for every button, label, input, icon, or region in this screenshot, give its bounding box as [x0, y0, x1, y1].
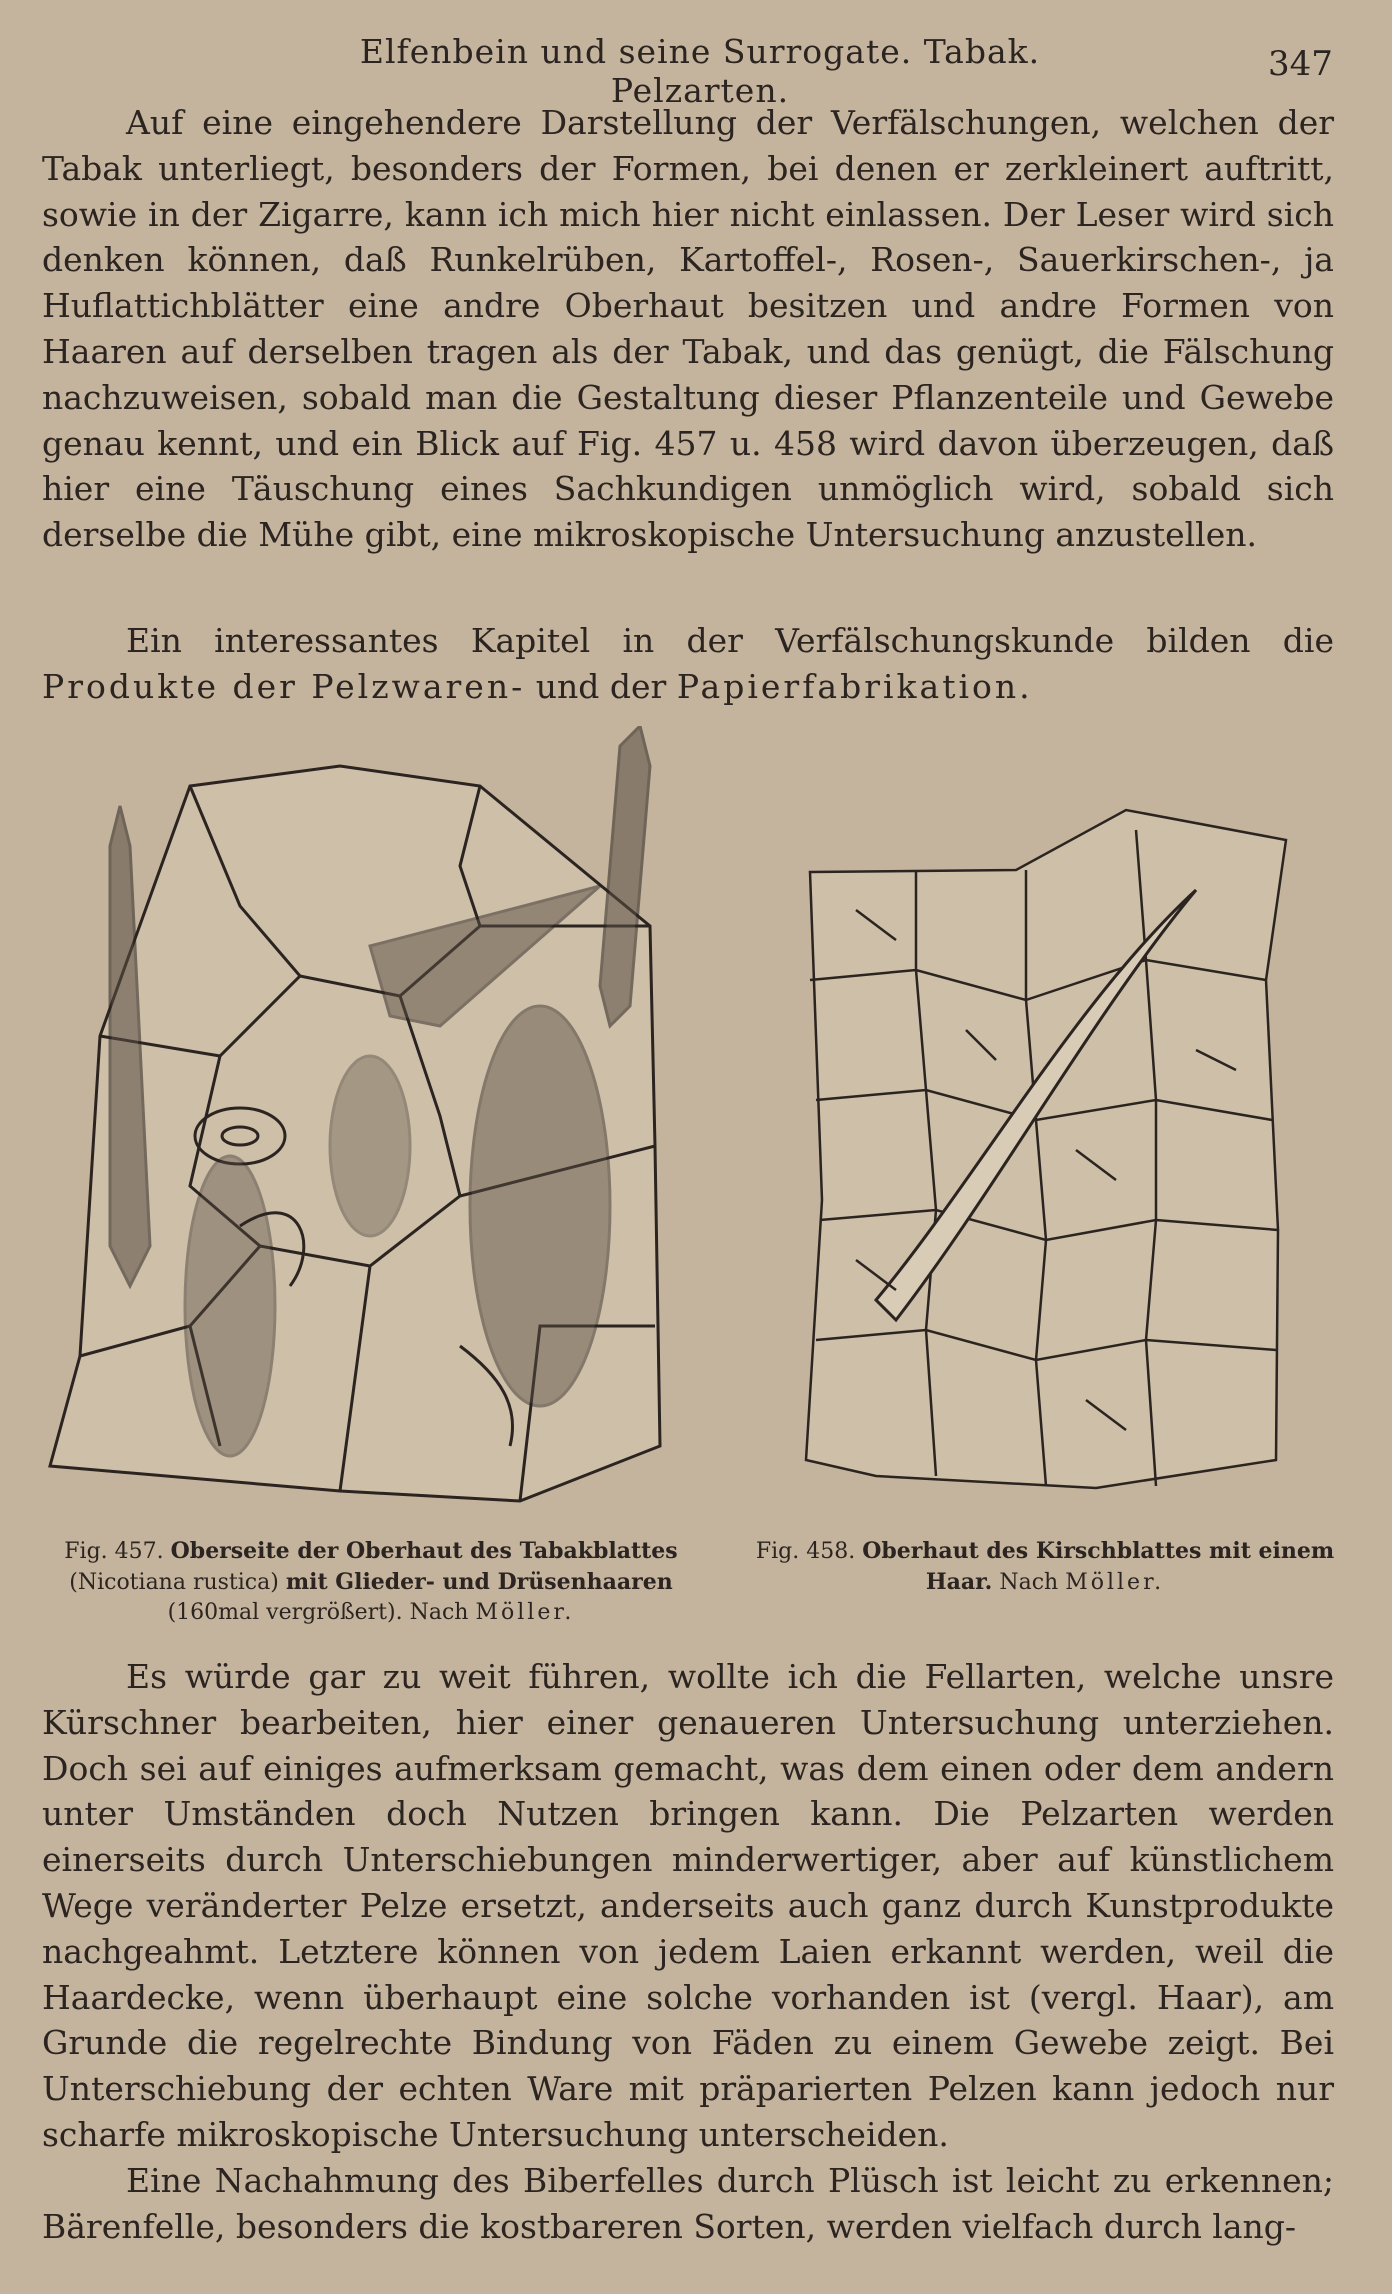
figure-457-source-name: Möller.	[475, 1600, 575, 1625]
paragraph-4	[42, 2158, 1334, 2250]
paragraph-2	[42, 618, 1334, 710]
paragraph-3	[42, 1654, 1334, 2158]
figure-457-rest: mit Glieder- und Drüsenhaaren	[285, 1569, 673, 1595]
figure-458-source-name: Möller.	[1065, 1570, 1165, 1595]
paragraph-2-start: Ein interessantes Kapitel in der Verfälschungskunde bilden die	[126, 621, 1334, 660]
figure-457-label: Fig. 457.	[64, 1539, 164, 1564]
paragraph-4-text: Eine Nachahmung des Biberfelles durch Plüsch ist leicht zu erkennen; Bärenfelle, besonders die kostbareren Sorten, werden vielfach durch lang-	[42, 2161, 1334, 2246]
figure-458-source-prefix: Nach	[999, 1570, 1059, 1595]
paragraph-1	[42, 100, 1334, 558]
figure-457-source-prefix: Nach	[409, 1600, 469, 1625]
figure-457-title: Oberseite der Oberhaut des Tabakblattes	[170, 1538, 678, 1564]
figure-458-caption	[742, 1536, 1348, 1598]
paragraph-2-mid: und der	[535, 666, 667, 706]
figure-457-magnification: (160mal vergrößert).	[167, 1600, 403, 1625]
paragraph-1-text: Auf eine eingehendere Darstellung der Verfälschungen, welchen der Tabak unterliegt, besonders der Formen, bei denen er zerkleinert auftritt, sowie in der Zigarre, kann ich mich hier nicht einlassen. Der Leser wird sich denken können, daß Runkelrüben, Kartoffel-, Rosen-, Sauerkirschen-, ja Huflattichblätter eine andre Oberhaut besitzen und andre Formen von Haaren auf derselben tragen als der Tabak, und das genügt, die Fälschung nachzuweisen, sobald man die Gestaltung dieser Pflanzenteile und Gewebe genau kennt, und ein Blick auf Fig. 457 u. 458 wird davon überzeugen, daß hier eine Täuschung eines Sachkundigen unmöglich wird, sobald sich derselbe die Mühe gibt, eine mikroskopische Untersuchung anzustellen.	[42, 103, 1334, 555]
running-head: Elfenbein und seine Surrogate. Tabak. Pelzarten.	[359, 32, 1041, 110]
figure-457-latin: (Nicotiana rustica)	[69, 1570, 279, 1595]
figure-457-illustration	[40, 726, 700, 1526]
figure-458-illustration	[796, 800, 1290, 1492]
figure-457-caption	[40, 1536, 702, 1628]
figure-458-title: Oberhaut des Kirschblattes mit einem Haar.	[862, 1538, 1335, 1595]
paragraph-2-spaced-2: Papierfabrikation.	[676, 666, 1033, 706]
paragraph-3-text: Es würde gar zu weit führen, wollte ich die Fellarten, welche unsre Kürschner bearbeiten, hier einer genaueren Untersuchung unterziehen. Doch sei auf einiges aufmerksam gemacht, was dem einen oder dem andern unter Umständen doch Nutzen bringen kann. Die Pelzarten werden einerseits durch Unterschiebungen minderwertiger, aber auf künstlichem Wege veränderter Pelze ersetzt, anderseits auch ganz durch Kunstprodukte nachgeahmt. Letztere können von jedem Laien erkannt werden, weil die Haardecke, wenn überhaupt eine solche vorhanden ist (vergl. Haar), am Grunde die regelrechte Bindung von Fäden zu einem Gewebe zeigt. Bei Unterschiebung der echten Ware mit präparierten Pelzen kann jedoch nur scharfe mikroskopische Untersuchung unterscheiden.	[42, 1657, 1334, 2154]
figure-458-label: Fig. 458.	[755, 1539, 856, 1564]
paragraph-2-spaced-1: Produkte der Pelzwaren-	[42, 666, 526, 706]
page-number: 347	[1268, 44, 1333, 84]
